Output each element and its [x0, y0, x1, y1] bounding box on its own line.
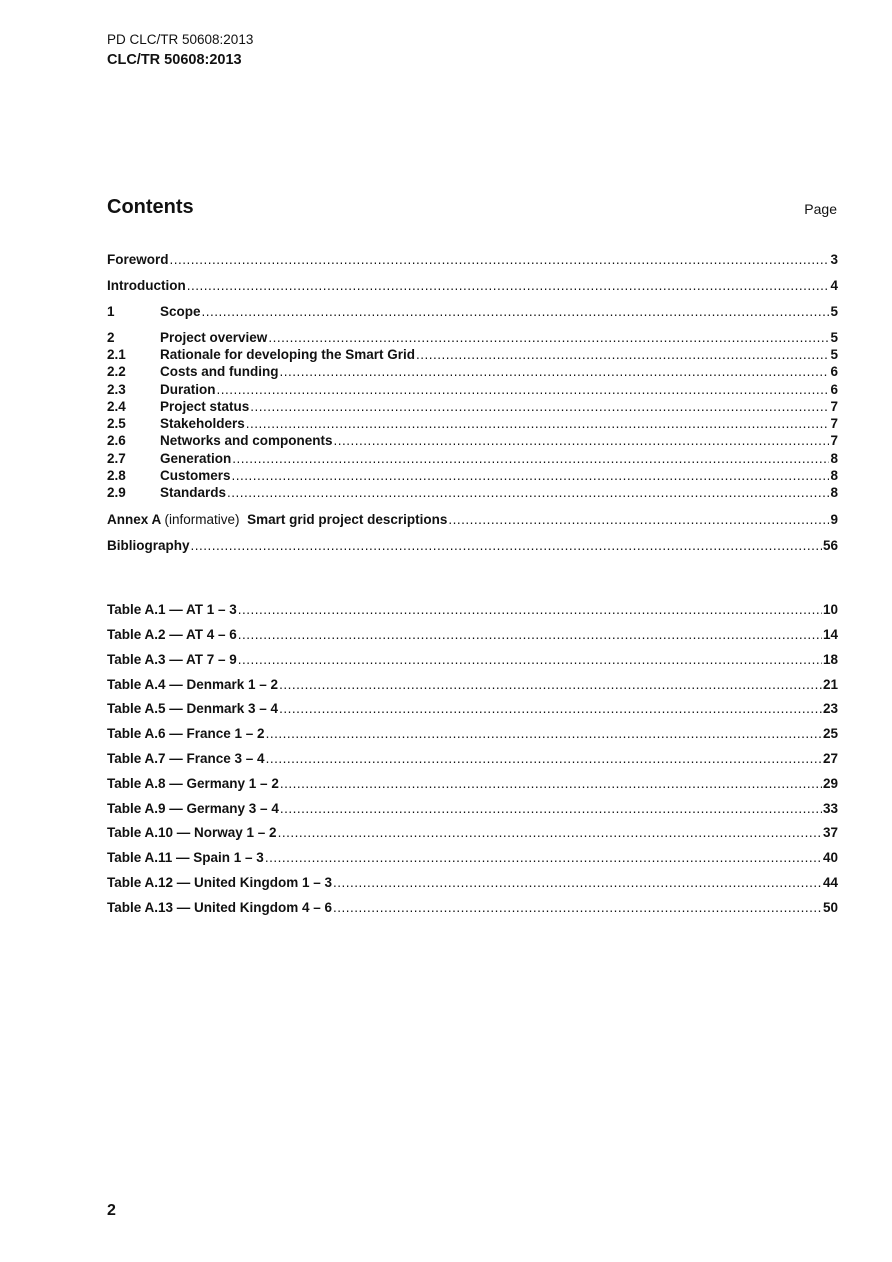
- toc-entry-2-3[interactable]: [107, 381, 838, 398]
- toc-entry-number: 2.9: [107, 485, 126, 500]
- dot-leader: [266, 750, 822, 767]
- toc-entry-number: 2.5: [107, 416, 126, 431]
- dot-leader: [265, 849, 822, 866]
- toc-entry-page: 7: [830, 433, 838, 448]
- toc-entry-page: 27: [822, 751, 838, 766]
- toc-entry-foreword[interactable]: [107, 251, 838, 268]
- toc-entry-title: Introduction: [107, 278, 186, 293]
- dot-leader: [250, 398, 829, 415]
- toc-entry-number: 2.1: [107, 347, 126, 362]
- dot-leader: [278, 824, 822, 841]
- toc-entry-title: Generation: [160, 451, 232, 466]
- toc-table-entry[interactable]: [107, 899, 838, 916]
- toc-entry-title: Table A.11 — Spain 1 – 3: [107, 850, 264, 865]
- dot-leader: [333, 899, 822, 916]
- toc-table-entry[interactable]: [107, 651, 838, 668]
- toc-entry-title: Scope: [160, 304, 201, 319]
- contents-heading: Contents: [107, 196, 194, 218]
- dot-leader: [191, 537, 822, 554]
- toc-entry-2-5[interactable]: [107, 415, 838, 432]
- toc-entry-number: 2.2: [107, 364, 126, 379]
- toc-table-entry[interactable]: [107, 824, 838, 841]
- page-number: 2: [107, 1202, 116, 1219]
- toc-table-entry[interactable]: [107, 725, 838, 742]
- toc-entry-title: Foreword: [107, 252, 169, 267]
- toc-entry-page: 4: [830, 278, 838, 293]
- toc-table-entry[interactable]: [107, 800, 838, 817]
- toc-entry-page: 5: [830, 304, 838, 319]
- toc-table-entry[interactable]: [107, 775, 838, 792]
- toc-entry-2-2[interactable]: [107, 363, 838, 380]
- dot-leader: [268, 329, 829, 346]
- toc-entry-bibliography[interactable]: [107, 537, 838, 554]
- toc-entry-introduction[interactable]: [107, 277, 838, 294]
- toc-entry-title: Table A.6 — France 1 – 2: [107, 726, 265, 741]
- toc-entry-page: 14: [822, 627, 838, 642]
- toc-entry-2-9[interactable]: [107, 484, 838, 501]
- toc-entry-page: 33: [822, 801, 838, 816]
- dot-leader: [238, 601, 822, 618]
- dot-leader: [280, 775, 822, 792]
- annex-label: Annex A: [107, 512, 161, 527]
- toc-entry-title: Project overview: [160, 330, 268, 345]
- toc-entry-title: Table A.1 — AT 1 – 3: [107, 602, 237, 617]
- toc-entry-number: 2.4: [107, 399, 126, 414]
- dot-leader: [333, 874, 822, 891]
- dot-leader: [448, 511, 829, 528]
- dot-leader: [279, 700, 822, 717]
- toc-entry-page: 50: [822, 900, 838, 915]
- toc-entry-title: Table A.2 — AT 4 – 6: [107, 627, 237, 642]
- dot-leader: [227, 484, 829, 501]
- toc-table-entry[interactable]: [107, 601, 838, 618]
- toc-table-entry[interactable]: [107, 849, 838, 866]
- toc-entry-page: 23: [822, 701, 838, 716]
- toc-entry-annex-a[interactable]: [107, 511, 838, 528]
- toc-table-entry[interactable]: [107, 750, 838, 767]
- toc-entry-page: 25: [822, 726, 838, 741]
- dot-leader: [202, 303, 830, 320]
- toc-entry-title: Customers: [160, 468, 231, 483]
- toc-entry-title: Table A.7 — France 3 – 4: [107, 751, 265, 766]
- toc-table-entry[interactable]: [107, 676, 838, 693]
- toc-entry-title: Rationale for developing the Smart Grid: [160, 347, 416, 362]
- dot-leader: [280, 363, 830, 380]
- dot-leader: [246, 415, 830, 432]
- toc-entry-page: 8: [830, 485, 838, 500]
- toc-entry-number: 2.8: [107, 468, 126, 483]
- toc-entry-number: 2.3: [107, 382, 126, 397]
- toc-entry-page: 5: [830, 330, 838, 345]
- toc-entry-title: Table A.9 — Germany 3 – 4: [107, 801, 279, 816]
- toc-entry-page: 9: [830, 512, 838, 527]
- dot-leader: [232, 450, 829, 467]
- annex-title: Smart grid project descriptions: [247, 512, 448, 527]
- toc-entry-number: 1: [107, 304, 115, 319]
- toc-entry-page: 56: [822, 538, 838, 553]
- toc-table-entry[interactable]: [107, 874, 838, 891]
- toc-entry-2-1[interactable]: [107, 346, 838, 363]
- annex-qualifier: (informative): [164, 512, 240, 527]
- document-id-bold: CLC/TR 50608:2013: [107, 52, 242, 68]
- toc-entry-title: Stakeholders: [160, 416, 245, 431]
- dot-leader: [238, 651, 822, 668]
- toc-table-entry[interactable]: [107, 626, 838, 643]
- toc-entry-2-8[interactable]: [107, 467, 838, 484]
- toc-entry-title: Table A.13 — United Kingdom 4 – 6: [107, 900, 333, 915]
- toc-entry-title: Table A.5 — Denmark 3 – 4: [107, 701, 279, 716]
- toc-entry-page: 8: [830, 451, 838, 466]
- toc-entry-number: 2: [107, 330, 115, 345]
- toc-entry-page: 3: [830, 252, 838, 267]
- toc-entry-title: Table A.8 — Germany 1 – 2: [107, 776, 279, 791]
- toc-entry-page: 5: [830, 347, 838, 362]
- toc-entry-title: Networks and components: [160, 433, 333, 448]
- toc-entry-title: Table A.12 — United Kingdom 1 – 3: [107, 875, 333, 890]
- toc-entry-title: Table A.10 — Norway 1 – 2: [107, 825, 277, 840]
- toc-entry-title: Bibliography: [107, 538, 190, 553]
- toc-entry-2-6[interactable]: [107, 432, 838, 449]
- toc-entry-page: 6: [830, 364, 838, 379]
- toc-entry-page: 7: [830, 416, 838, 431]
- toc-entry-page: 8: [830, 468, 838, 483]
- toc-entry-title: Table A.4 — Denmark 1 – 2: [107, 677, 279, 692]
- dot-leader: [232, 467, 830, 484]
- dot-leader: [280, 800, 822, 817]
- toc-entry-number: 2.7: [107, 451, 126, 466]
- dot-leader: [187, 277, 830, 294]
- toc-entry-title: Standards: [160, 485, 227, 500]
- toc-entry-page: 7: [830, 399, 838, 414]
- toc-table-entry[interactable]: [107, 700, 838, 717]
- toc-entry-scope[interactable]: [107, 303, 838, 320]
- toc-entry-page: 21: [822, 677, 838, 692]
- toc-entry-page: 44: [822, 875, 838, 890]
- toc-entry-title: [107, 511, 447, 528]
- toc-entry-page: 18: [822, 652, 838, 667]
- dot-leader: [238, 626, 822, 643]
- dot-leader: [416, 346, 829, 363]
- toc-entry-page: 29: [822, 776, 838, 791]
- toc-entry-page: 40: [822, 850, 838, 865]
- toc-entry-2-7[interactable]: [107, 450, 838, 467]
- dot-leader: [170, 251, 830, 268]
- toc-entry-title: Table A.3 — AT 7 – 9: [107, 652, 237, 667]
- toc-entry-2-4[interactable]: [107, 398, 838, 415]
- dot-leader: [334, 432, 830, 449]
- toc-entry-title: Project status: [160, 399, 250, 414]
- toc-entry-project-overview[interactable]: [107, 329, 838, 346]
- toc-entry-title: Duration: [160, 382, 216, 397]
- toc-entry-page: 6: [830, 382, 838, 397]
- toc-entry-title: Costs and funding: [160, 364, 279, 379]
- page-column-label: Page: [804, 201, 837, 217]
- dot-leader: [279, 676, 822, 693]
- toc-entry-page: 37: [822, 825, 838, 840]
- document-id: PD CLC/TR 50608:2013: [107, 32, 254, 47]
- dot-leader: [266, 725, 822, 742]
- dot-leader: [217, 381, 830, 398]
- toc-entry-number: 2.6: [107, 433, 126, 448]
- toc-entry-page: 10: [822, 602, 838, 617]
